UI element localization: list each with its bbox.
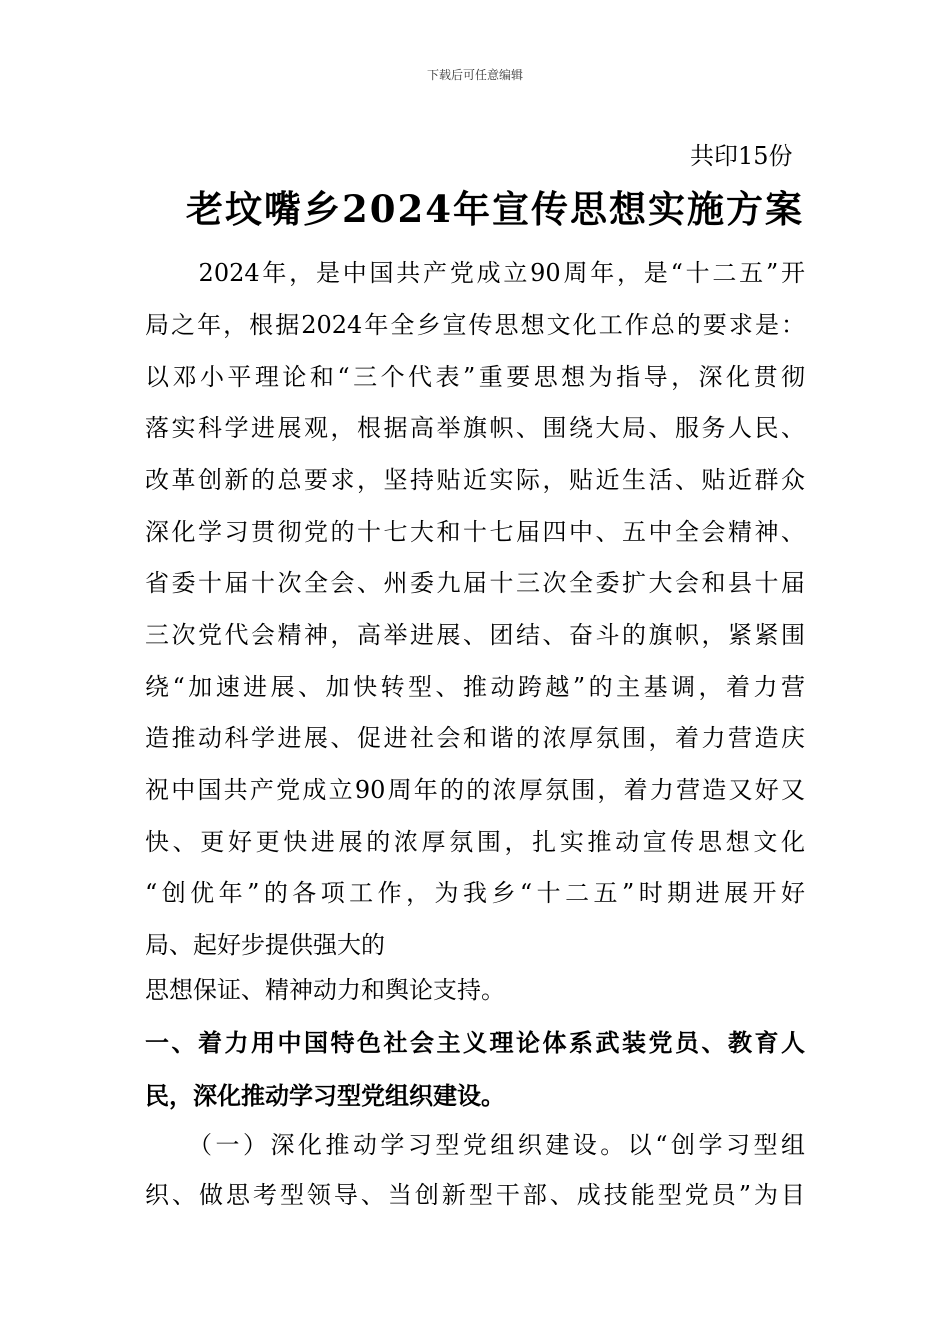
section-heading-line: 民，深化推动学习型党组织建设。 <box>145 1081 505 1110</box>
paragraph-line: 造推动科学进展、促进社会和谐的浓厚氛围，着力营造庆 <box>145 724 805 752</box>
paragraph-line: “创优年”的各项工作，为我乡“十二五”时期进展开好 <box>145 879 805 907</box>
paragraph-line: 改革创新的总要求，坚持贴近实际，贴近生活、贴近群众 <box>145 466 805 494</box>
paragraph-line: 2024年，是中国共产党成立90周年，是“十二五”开 <box>145 259 805 287</box>
paragraph-line: 局、起好步提供强大的 <box>145 931 385 959</box>
copies-count: 共印15份 <box>690 142 793 170</box>
paragraph-line: 三次党代会精神，高举进展、团结、奋斗的旗帜，紧紧围 <box>145 621 805 649</box>
paragraph-line: 快、更好更快进展的浓厚氛围，扎实推动宣传思想文化 <box>145 828 805 856</box>
paragraph-line: 织、做思考型领导、当创新型干部、成技能型党员”为目 <box>145 1181 805 1209</box>
header-note: 下载后可任意编辑 <box>426 68 523 82</box>
section-heading-line: 一、着力用中国特色社会主义理论体系武装党员、教育人 <box>145 1028 805 1057</box>
paragraph-line: 深化学习贯彻党的十七大和十七届四中、五中全会精神、 <box>145 518 805 546</box>
paragraph-line: 思想保证、精神动力和舆论支持。 <box>145 976 505 1004</box>
paragraph-line: 落实科学进展观，根据高举旗帜、围绕大局、服务人民、 <box>145 414 805 442</box>
paragraph-line: 祝中国共产党成立90周年的的浓厚氛围，着力营造又好又 <box>145 776 805 804</box>
paragraph-line: 局之年，根据2024年全乡宣传思想文化工作总的要求是： <box>145 311 805 339</box>
paragraph-line: 以邓小平理论和“三个代表”重要思想为指导，深化贯彻 <box>145 363 805 391</box>
document-title: 老坟嘴乡2024年宣传思想实施方案 <box>186 187 804 231</box>
paragraph-line: 绕“加速进展、加快转型、推动跨越”的主基调，着力营 <box>145 673 805 701</box>
paragraph-line: 省委十届十次全会、州委九届十三次全委扩大会和县十届 <box>145 569 805 597</box>
paragraph-line: （一）深化推动学习型党组织建设。以“创学习型组 <box>145 1131 805 1159</box>
